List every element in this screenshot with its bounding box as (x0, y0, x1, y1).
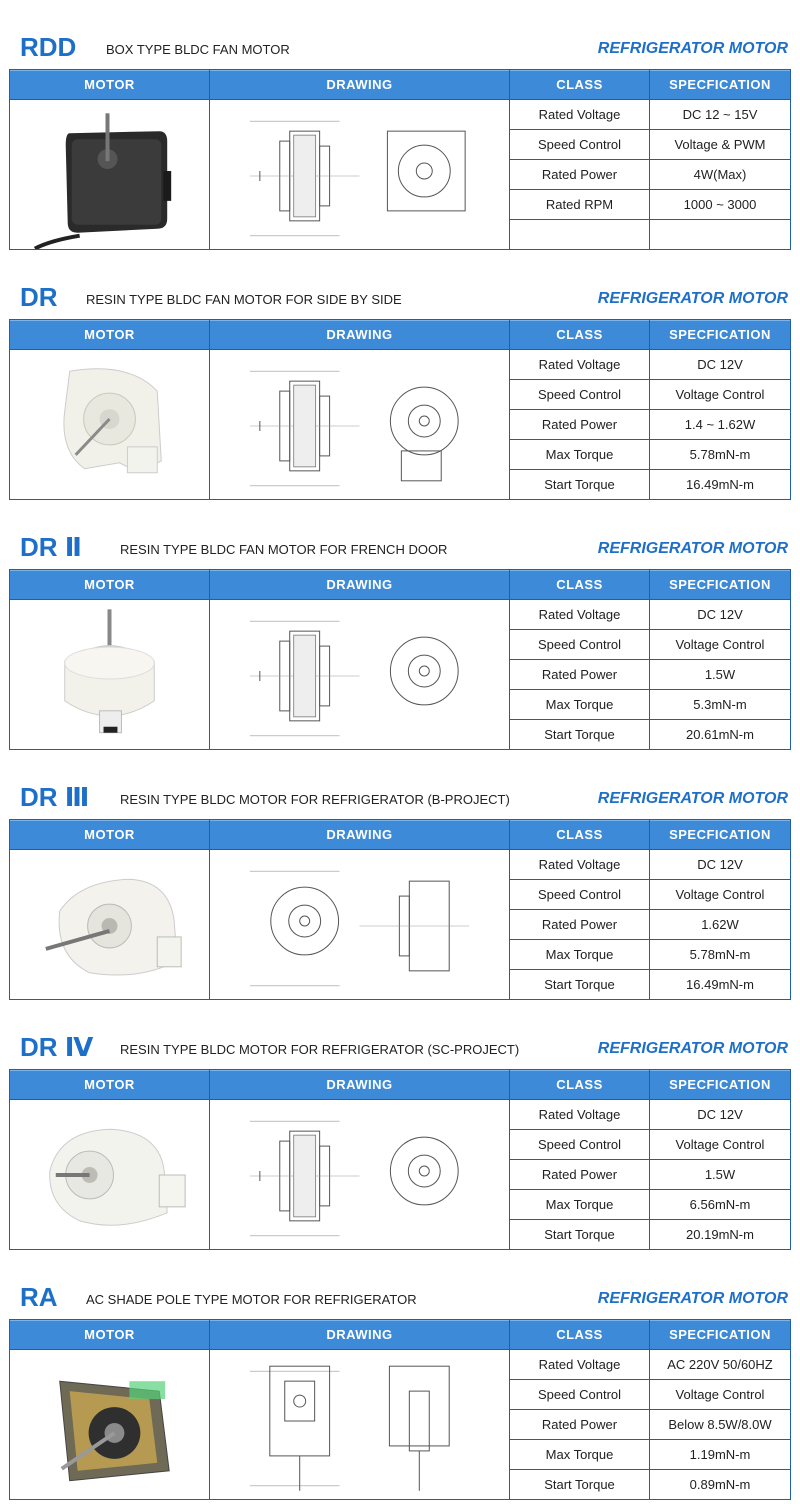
model-code: DR Ⅱ (20, 532, 82, 562)
model-description: AC SHADE POLE TYPE MOTOR FOR REFRIGERATOR (86, 1292, 417, 1307)
spec-value: 16.49mN-m (650, 970, 791, 1000)
category-label: REFRIGERATOR MOTOR (597, 540, 788, 557)
spec-class: Rated Voltage (510, 350, 650, 380)
header-drawing: DRAWING (210, 570, 510, 600)
motor-image-cell (10, 850, 210, 1000)
spec-value: 1000 ~ 3000 (650, 190, 791, 220)
motor-photo (10, 1101, 209, 1249)
header-motor: MOTOR (10, 570, 210, 600)
spec-class: Max Torque (510, 1440, 650, 1470)
motor-photo (10, 851, 209, 999)
spec-class: Rated Power (510, 160, 650, 190)
model-code: DR (20, 282, 58, 312)
header-spec: SPECFICATION (650, 320, 791, 350)
product-section (0, 1000, 800, 1250)
drawing-image-cell (210, 1100, 510, 1250)
spec-table (9, 319, 791, 500)
spec-value: Below 8.5W/8.0W (650, 1410, 791, 1440)
section-title-row (20, 1030, 788, 1060)
product-section (0, 0, 800, 250)
header-spec: SPECFICATION (650, 820, 791, 850)
header-class: CLASS (510, 70, 650, 100)
motor-image-cell (10, 1350, 210, 1500)
technical-drawing (210, 601, 509, 749)
product-section (0, 500, 800, 750)
spec-value: DC 12V (650, 350, 791, 380)
spec-class: Rated Power (510, 1160, 650, 1190)
table-header-row (10, 1320, 791, 1350)
drawing-image-cell (210, 350, 510, 500)
spec-class: Max Torque (510, 690, 650, 720)
spec-value: 5.78mN-m (650, 940, 791, 970)
spec-value (650, 220, 791, 250)
table-header-row (10, 570, 791, 600)
spec-value: 1.19mN-m (650, 1440, 791, 1470)
spec-class: Speed Control (510, 630, 650, 660)
spec-value: AC 220V 50/60HZ (650, 1350, 791, 1380)
spec-value: 1.5W (650, 660, 791, 690)
spec-class: Max Torque (510, 440, 650, 470)
header-class: CLASS (510, 1320, 650, 1350)
section-title-row (20, 30, 788, 60)
table-row (10, 350, 791, 380)
header-class: CLASS (510, 820, 650, 850)
category-label: REFRIGERATOR MOTOR (597, 1290, 788, 1307)
model-description: RESIN TYPE BLDC FAN MOTOR FOR SIDE BY SIDE (86, 292, 402, 307)
spec-value: DC 12 ~ 15V (650, 100, 791, 130)
header-drawing: DRAWING (210, 70, 510, 100)
spec-value: 1.5W (650, 1160, 791, 1190)
category-label: REFRIGERATOR MOTOR (597, 790, 788, 807)
spec-value: Voltage Control (650, 630, 791, 660)
header-spec: SPECFICATION (650, 1320, 791, 1350)
spec-class: Rated RPM (510, 190, 650, 220)
spec-value: 6.56mN-m (650, 1190, 791, 1220)
section-title-row (20, 530, 788, 560)
table-row (10, 1350, 791, 1380)
spec-value: 5.3mN-m (650, 690, 791, 720)
motor-image-cell (10, 1100, 210, 1250)
spec-value: 16.49mN-m (650, 470, 791, 500)
model-code: DR Ⅲ (20, 782, 90, 812)
spec-class: Rated Power (510, 660, 650, 690)
spec-class: Rated Voltage (510, 850, 650, 880)
model-code: DR Ⅳ (20, 1032, 94, 1062)
spec-class: Speed Control (510, 1130, 650, 1160)
technical-drawing (210, 101, 509, 249)
model-code: RDD (20, 32, 77, 62)
spec-value: 1.62W (650, 910, 791, 940)
header-motor: MOTOR (10, 1070, 210, 1100)
spec-value: 5.78mN-m (650, 440, 791, 470)
section-title-row (20, 280, 788, 310)
table-row (10, 1100, 791, 1130)
spec-value: Voltage Control (650, 1380, 791, 1410)
header-motor: MOTOR (10, 1320, 210, 1350)
spec-class (510, 220, 650, 250)
product-section (0, 750, 800, 1000)
spec-class: Start Torque (510, 970, 650, 1000)
motor-image-cell (10, 100, 210, 250)
spec-value: Voltage Control (650, 1130, 791, 1160)
spec-class: Start Torque (510, 720, 650, 750)
spec-value: DC 12V (650, 1100, 791, 1130)
spec-table (9, 1069, 791, 1250)
section-title-row (20, 780, 788, 810)
spec-class: Rated Voltage (510, 1100, 650, 1130)
spec-class: Rated Power (510, 1410, 650, 1440)
motor-photo (10, 1351, 209, 1499)
spec-class: Speed Control (510, 130, 650, 160)
spec-value: 1.4 ~ 1.62W (650, 410, 791, 440)
spec-value: DC 12V (650, 600, 791, 630)
table-header-row (10, 1070, 791, 1100)
spec-table (9, 569, 791, 750)
technical-drawing (210, 1101, 509, 1249)
spec-value: 20.19mN-m (650, 1220, 791, 1250)
header-drawing: DRAWING (210, 1070, 510, 1100)
spec-value: Voltage Control (650, 880, 791, 910)
table-row (10, 600, 791, 630)
spec-value: Voltage Control (650, 380, 791, 410)
spec-value: 4W(Max) (650, 160, 791, 190)
drawing-image-cell (210, 850, 510, 1000)
spec-value: 0.89mN-m (650, 1470, 791, 1500)
header-class: CLASS (510, 1070, 650, 1100)
table-header-row (10, 820, 791, 850)
spec-class: Rated Power (510, 910, 650, 940)
spec-table (9, 69, 791, 250)
spec-class: Start Torque (510, 1470, 650, 1500)
category-label: REFRIGERATOR MOTOR (597, 1040, 788, 1057)
spec-value: DC 12V (650, 850, 791, 880)
table-row (10, 100, 791, 130)
header-drawing: DRAWING (210, 1320, 510, 1350)
header-class: CLASS (510, 570, 650, 600)
technical-drawing (210, 851, 509, 999)
category-label: REFRIGERATOR MOTOR (597, 40, 788, 57)
spec-class: Rated Power (510, 410, 650, 440)
header-spec: SPECFICATION (650, 1070, 791, 1100)
model-code: RA (20, 1282, 58, 1312)
header-spec: SPECFICATION (650, 70, 791, 100)
model-description: RESIN TYPE BLDC FAN MOTOR FOR FRENCH DOOR (120, 542, 448, 557)
motor-photo (10, 101, 209, 249)
spec-table (9, 819, 791, 1000)
spec-value: 20.61mN-m (650, 720, 791, 750)
spec-class: Rated Voltage (510, 600, 650, 630)
motor-image-cell (10, 600, 210, 750)
header-drawing: DRAWING (210, 320, 510, 350)
header-drawing: DRAWING (210, 820, 510, 850)
drawing-image-cell (210, 1350, 510, 1500)
spec-class: Max Torque (510, 1190, 650, 1220)
table-header-row (10, 320, 791, 350)
motor-photo (10, 351, 209, 499)
model-description: BOX TYPE BLDC FAN MOTOR (106, 42, 290, 57)
section-title-row (20, 1280, 788, 1310)
spec-class: Speed Control (510, 1380, 650, 1410)
header-class: CLASS (510, 320, 650, 350)
product-section (0, 250, 800, 500)
spec-class: Max Torque (510, 940, 650, 970)
spec-class: Rated Voltage (510, 1350, 650, 1380)
spec-class: Start Torque (510, 1220, 650, 1250)
model-description: RESIN TYPE BLDC MOTOR FOR REFRIGERATOR (SC-PROJECT) (120, 1042, 520, 1057)
spec-class: Start Torque (510, 470, 650, 500)
drawing-image-cell (210, 100, 510, 250)
technical-drawing (210, 351, 509, 499)
technical-drawing (210, 1351, 509, 1499)
header-motor: MOTOR (10, 820, 210, 850)
spec-value: Voltage & PWM (650, 130, 791, 160)
table-header-row (10, 70, 791, 100)
table-row (10, 850, 791, 880)
header-motor: MOTOR (10, 70, 210, 100)
header-motor: MOTOR (10, 320, 210, 350)
spec-class: Rated Voltage (510, 100, 650, 130)
motor-image-cell (10, 350, 210, 500)
spec-class: Speed Control (510, 880, 650, 910)
motor-photo (10, 601, 209, 749)
category-label: REFRIGERATOR MOTOR (597, 290, 788, 307)
product-section (0, 1250, 800, 1500)
model-description: RESIN TYPE BLDC MOTOR FOR REFRIGERATOR (B-PROJECT) (120, 792, 510, 807)
spec-class: Speed Control (510, 380, 650, 410)
header-spec: SPECFICATION (650, 570, 791, 600)
drawing-image-cell (210, 600, 510, 750)
spec-table (9, 1319, 791, 1500)
